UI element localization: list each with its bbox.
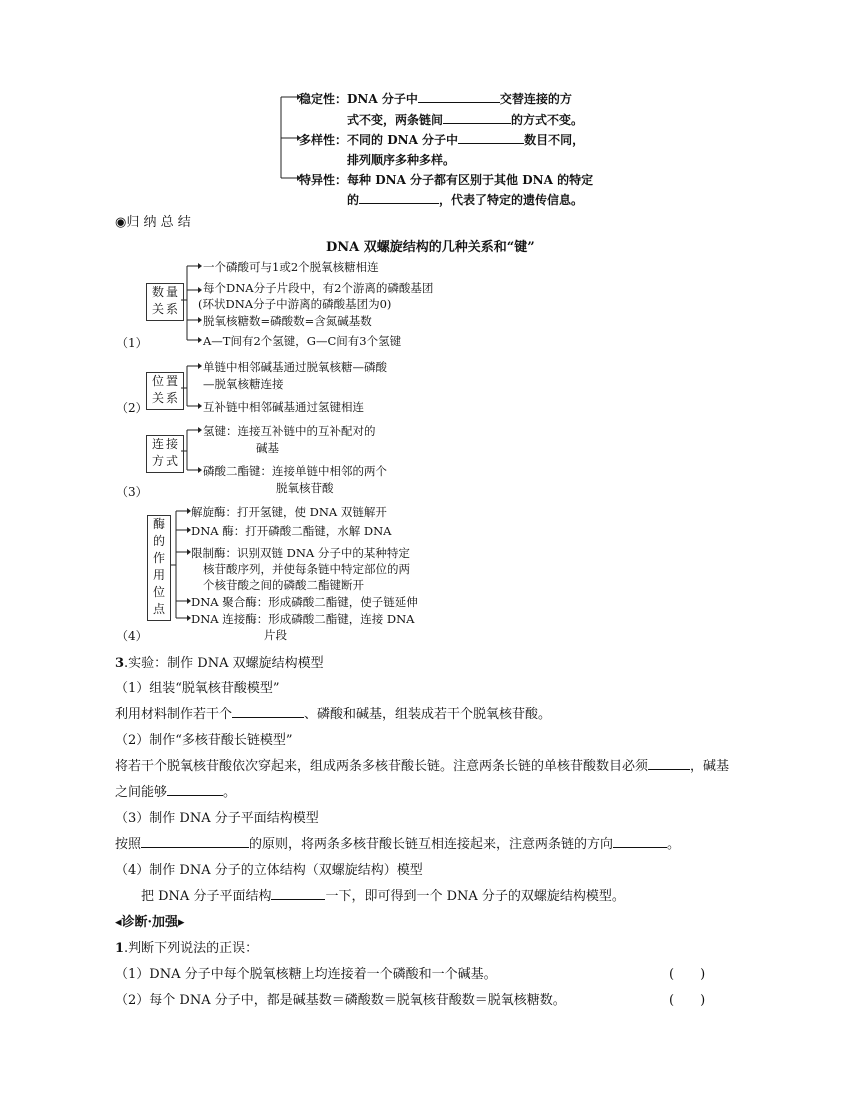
group-item: 一个磷酸可与1或2个脱氧核糖相连 (203, 260, 379, 274)
blank[interactable] (167, 783, 223, 796)
group-item: 单链中相邻碱基通过脱氧核糖—磷酸 (203, 360, 387, 374)
group-marker: （2） (116, 401, 148, 415)
experiment-step-2-text: 将若干个脱氧核苷酸依次穿起来，组成两条多核苷酸长链。注意两条长链的单核苷酸数目必须 ，碱基 (115, 759, 730, 774)
experiment-step-3-text: 按照 的原则，将两条多核苷酸长链互相连接起来，注意两条链的方向 。 (115, 837, 681, 852)
specificity-label: 特异性： (299, 173, 348, 187)
group-marker: （3） (116, 485, 148, 499)
stability-line-1: 稳定性：DNA 分子中 交替连接的方 (299, 92, 572, 106)
answer-parentheses[interactable]: ( ) (669, 967, 706, 982)
group-item: 核苷酸序列，并使每条链中特定部位的两 (203, 562, 410, 576)
group-item: DNA 聚合酶：形成磷酸二酯键，使子链延伸 (191, 595, 418, 609)
stability-label: 稳定性： (299, 92, 348, 106)
blank[interactable] (418, 90, 500, 103)
diagnosis-question: 1.判断下列说法的正误： (115, 941, 259, 956)
group-item: 脱氧核苷酸 (276, 481, 334, 495)
group-item: 互补链中相邻碱基通过氢键相连 (203, 400, 364, 414)
group-item: 解旋酶：打开氢键，使 DNA 双链解开 (191, 505, 387, 519)
blank[interactable] (232, 705, 304, 718)
experiment-step-4-text: 把 DNA 分子平面结构 一下，即可得到一个 DNA 分子的双螺旋结构模型。 (141, 889, 625, 904)
experiment-title: 3.实验：制作 DNA 双螺旋结构模型 (115, 656, 324, 671)
group-item: (环状DNA分子中游离的磷酸基团为0) (198, 297, 392, 311)
group-marker: （1） (116, 336, 148, 350)
group-marker: （4） (116, 629, 148, 643)
experiment-step-1-text: 利用材料制作若干个 、磷酸和碱基，组装成若干个脱氧核苷酸。 (115, 707, 552, 722)
diversity-line-2: 排列顺序多种多样。 (347, 153, 456, 167)
group-box-position: 位置 关系 (146, 372, 184, 410)
experiment-step-1-heading: （1）组装“脱氧核苷酸模型” (115, 681, 280, 696)
specificity-line-1: 特异性：每种 DNA 分子都有区别于其他 DNA 的特定 (299, 173, 594, 187)
group-item: 磷酸二酯键：连接单链中相邻的两个 (203, 464, 387, 478)
group-item: 脱氧核糖数=磷酸数=含氮碱基数 (203, 314, 372, 328)
diagnosis-item: （2）每个 DNA 分子中，都是碱基数＝磷酸数＝脱氧核苷酸数＝脱氧核糖数。 (115, 993, 566, 1008)
summary-title: DNA 双螺旋结构的几种关系和“键” (326, 240, 535, 255)
group-item: 氢键：连接互补链中的互补配对的 (203, 424, 376, 438)
group-item: DNA 酶：打开磷酸二酯键，水解 DNA (191, 524, 392, 538)
blank[interactable] (613, 835, 667, 848)
diagnosis-item: （1）DNA 分子中每个脱氧核糖上均连接着一个磷酸和一个碱基。 (115, 967, 497, 982)
group-box-connection: 连接 方式 (146, 435, 184, 473)
group-item: 碱基 (256, 441, 279, 455)
experiment-step-2-text-cont: 之间能够 。 (115, 785, 237, 800)
group-item: 限制酶：识别双链 DNA 分子中的某种特定 (191, 546, 410, 560)
stability-line-2: 式不变，两条链间 的方式不变。 (347, 113, 584, 127)
blank[interactable] (458, 131, 524, 144)
summary-heading: ◉归 纳 总 结 (115, 215, 191, 230)
blank[interactable] (359, 191, 439, 204)
diversity-line-1: 多样性：不同的 DNA 分子中 数目不同， (299, 133, 585, 147)
blank[interactable] (648, 757, 690, 770)
group-item: DNA 连接酶：形成磷酸二酯键，连接 DNA (191, 612, 415, 626)
specificity-line-2: 的 ，代表了特定的遗传信息。 (347, 193, 584, 207)
group-item: 个核苷酸之间的磷酸二酯键断开 (203, 578, 364, 592)
answer-parentheses[interactable]: ( ) (669, 993, 706, 1008)
group-item: A—T间有2个氢键，G—C间有3个氢键 (203, 334, 402, 348)
group-item: 每个DNA分子片段中，有2个游离的磷酸基团 (203, 281, 434, 295)
experiment-step-2-heading: （2）制作“多核苷酸长链模型” (115, 733, 293, 748)
blank[interactable] (443, 111, 511, 124)
group-item: 片段 (264, 628, 287, 642)
experiment-step-3-heading: （3）制作 DNA 分子平面结构模型 (115, 811, 319, 826)
group-item: —脱氧核糖连接 (203, 377, 284, 391)
experiment-step-4-heading: （4）制作 DNA 分子的立体结构（双螺旋结构）模型 (115, 863, 423, 878)
group-box-enzyme-sites: 酶 的 作 用 位 点 (147, 515, 171, 621)
diagnosis-heading: ◂诊断·加强▸ (115, 915, 185, 930)
diversity-label: 多样性： (299, 133, 348, 147)
blank[interactable] (141, 835, 249, 848)
group-box-quantity: 数量 关系 (146, 283, 184, 321)
blank[interactable] (271, 887, 325, 900)
